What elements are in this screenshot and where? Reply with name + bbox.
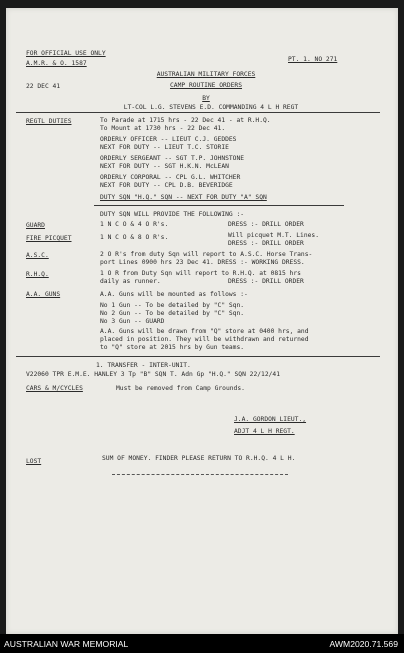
part-number: PT. 1. NO 271 <box>288 56 338 63</box>
aa-guns-closing: A.A. Guns will be drawn from "Q" store at 0400 hrs, and <box>100 328 309 335</box>
asc-label: A.S.C. <box>26 252 49 259</box>
section-rule <box>16 356 380 357</box>
duty-line: NEXT FOR DUTY -- SGT H.K.N. McLEAN <box>100 163 229 170</box>
commander-line: LT-COL L.G. STEVENS E.D. COMMANDING 4 L H REGT <box>123 104 299 111</box>
duty-provide-line: DUTY SQN WILL PROVIDE THE FOLLOWING :- <box>100 211 245 218</box>
document-title: AUSTRALIAN MILITARY FORCES <box>156 71 256 78</box>
guard-label: GUARD <box>26 222 45 229</box>
signature-name: J.A. GORDON LIEUT., <box>234 416 307 423</box>
transfer-heading: 1. TRANSFER - INTER-UNIT. <box>96 362 191 369</box>
duty-line: To Mount at 1730 hrs - 22 Dec 41. <box>100 125 226 132</box>
picquet-note: Will picquet M.T. Lines. <box>228 232 319 239</box>
rhq-line: 1 O R from Duty Sqn will report to R.H.Q. at 0815 hrs <box>100 270 301 277</box>
picquet-dress: DRESS :- DRILL ORDER <box>228 240 304 247</box>
restriction-marking: FOR OFFICIAL USE ONLY <box>26 50 106 57</box>
picquet-text: 1 N C O & 8 O R's. <box>100 234 169 241</box>
asc-line: port Lines 0900 hrs 23 Dec 41. DRESS :- WORKING DRESS. <box>100 259 305 266</box>
gun-entry: No 3 Gun -- GUARD <box>100 318 165 325</box>
document-by: BY <box>202 95 210 102</box>
aa-guns-intro: A.A. Guns will be mounted as follows :- <box>100 291 248 298</box>
gun-entry: No 1 Gun -- To be detailed by "C" Sqn. <box>100 302 245 309</box>
gun-entry: No 2 Gun -- To be detailed by "C" Sqn. <box>100 310 245 317</box>
archive-footer <box>0 634 404 653</box>
rhq-dress: DRESS :- DRILL ORDER <box>228 278 304 285</box>
rhq-line: daily as runner. <box>100 278 161 285</box>
document-page <box>6 8 398 634</box>
cars-text: Must be removed from Camp Grounds. <box>116 385 245 392</box>
lost-text: SUM OF MONEY. FINDER PLEASE RETURN TO R.H.Q. 4 L H. <box>102 455 296 462</box>
duty-line: NEXT FOR DUTY -- LIEUT T.C. STORIE <box>100 144 229 151</box>
picquet-label: FIRE PICQUET <box>26 235 72 242</box>
aa-guns-closing: to "Q" store at 2015 hrs by Gun teams. <box>100 344 245 351</box>
duty-rule <box>94 205 344 206</box>
header-rule <box>16 112 380 113</box>
document-subtitle: CAMP ROUTINE ORDERS <box>169 82 243 89</box>
guard-text: 1 N C O & 4 O R's. <box>100 221 169 228</box>
archive-accession-number: AWM2020.71.569 <box>329 639 398 649</box>
aa-guns-label: A.A. GUNS <box>26 291 61 298</box>
duty-line: ORDERLY OFFICER -- LIEUT C.J. GEDDES <box>100 136 237 143</box>
aa-guns-closing: placed in position. They will be withdrawn and returned <box>100 336 309 343</box>
asc-line: 2 O R's from duty Sqn will report to A.S.C. Horse Trans- <box>100 251 313 258</box>
transfer-entry: V22060 TPR E.M.E. HANLEY 3 Tp "B" SQN T. Adn Gp "H.Q." SQN 22/12/41 <box>26 371 281 378</box>
duty-squadron: DUTY SQN "H.Q." SQN -- NEXT FOR DUTY "A" SQN <box>100 194 267 201</box>
signature-title: ADJT 4 L H REGT. <box>234 428 295 435</box>
duty-line: ORDERLY SERGEANT -- SGT T.P. JOHNSTONE <box>100 155 245 162</box>
duty-line: NEXT FOR DUTY -- CPL D.B. BEVERIDGE <box>100 182 233 189</box>
lost-label: LOST <box>26 458 42 465</box>
closing-rule <box>112 474 288 475</box>
order-date: 22 DEC 41 <box>26 83 61 90</box>
archive-name: AUSTRALIAN WAR MEMORIAL <box>4 639 129 649</box>
duty-line: To Parade at 1715 hrs - 22 Dec 41 - at R.H.Q. <box>100 117 271 124</box>
guard-dress: DRESS :- DRILL ORDER <box>228 221 304 228</box>
restriction-reference: A.M.R. & O. 1587 <box>26 60 87 67</box>
cars-label: CARS & M/CYCLES <box>26 385 83 392</box>
duties-heading: REGTL DUTIES <box>26 118 72 125</box>
rhq-label: R.H.Q. <box>26 271 49 278</box>
duty-line: ORDERLY CORPORAL -- CPL G.L. WHITCHER <box>100 174 241 181</box>
